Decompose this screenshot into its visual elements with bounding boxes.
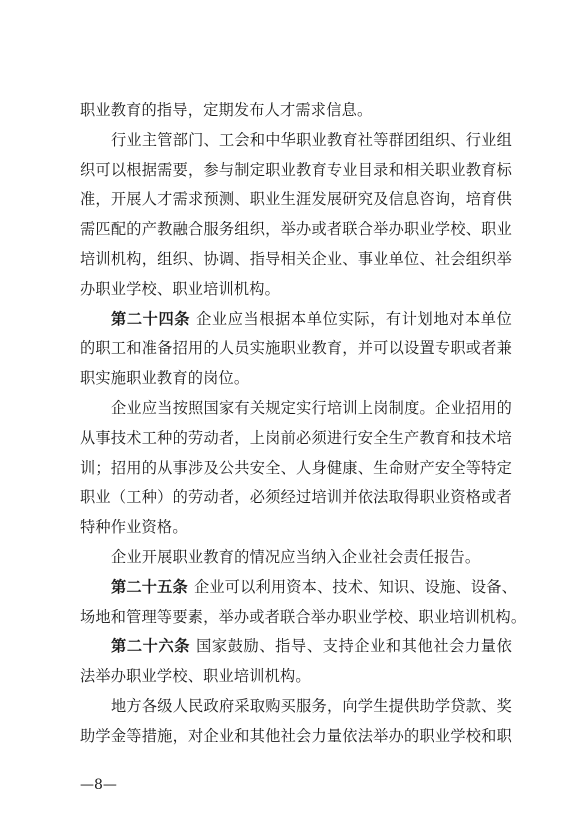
line-text: 职业教育的指导，定期发布人才需求信息。 — [80, 101, 373, 119]
line-text: 训；招用的从事涉及公共安全、人身健康、生命财产安全等特定 — [80, 458, 512, 477]
text-line — [80, 126, 512, 156]
text-line — [80, 722, 512, 752]
text-line — [80, 543, 512, 573]
text-line — [80, 215, 512, 245]
text-line — [80, 275, 512, 305]
text-line — [80, 662, 512, 692]
text-line — [80, 424, 512, 454]
text-line — [80, 603, 527, 633]
text-line — [80, 454, 512, 484]
page-number: —8— — [80, 777, 117, 793]
text-line — [80, 573, 518, 603]
text-line — [80, 334, 512, 364]
line-text: 培训机构，组织、协调、指导相关企业、事业单位、社会组织举 — [80, 249, 512, 268]
line-text: 从事技术工种的劳动者，上岗前必须进行安全生产教育和技术培 — [80, 428, 512, 447]
line-text: 场地和管理等要素，举办或者联合举办职业学校、职业培训机构。 — [80, 607, 527, 626]
line-text: 企业应当根据本单位实际，有计划地对本单位 — [196, 309, 513, 328]
line-text: 特种作业资格。 — [80, 518, 188, 537]
line-text: 的职工和准备招用的人员实施职业教育，并可以设置专职或者兼 — [80, 339, 512, 358]
line-text: 企业开展职业教育的情况应当纳入企业社会责任报告。 — [111, 547, 481, 566]
text-line — [80, 364, 512, 394]
line-text: 地方各级人民政府采取购买服务，向学生提供助学贷款、奖 — [111, 696, 512, 715]
line-text: 织可以根据需要，参与制定职业教育专业目录和相关职业教育标 — [80, 160, 512, 179]
line-text: 助学金等措施，对企业和其他社会力量依法举办的职业学校和职 — [80, 726, 512, 745]
line-text: 需匹配的产教融合服务组织，举办或者联合举办职业学校、职业 — [80, 220, 512, 239]
line-text: 企业应当按照国家有关规定实行培训上岗制度。企业招用的 — [111, 398, 512, 417]
text-line — [80, 245, 512, 275]
line-text: 准，开展人才需求预测、职业生涯发展研究及信息咨询，培育供 — [80, 190, 512, 209]
page-body — [80, 96, 527, 752]
text-line — [80, 483, 512, 513]
line-text: 职实施职业教育的岗位。 — [80, 369, 250, 388]
article-heading: 第二十四条 — [111, 309, 191, 328]
text-line — [80, 305, 512, 335]
text-line — [80, 96, 512, 126]
text-line — [80, 632, 512, 662]
text-line — [80, 513, 512, 543]
line-text: 企业可以利用资本、技术、知识、设施、设备、 — [193, 577, 518, 596]
text-line — [80, 394, 512, 424]
line-text: 职业（工种）的劳动者，必须经过培训并依法取得职业资格或者 — [80, 488, 512, 507]
text-line — [80, 185, 512, 215]
text-line — [80, 156, 512, 186]
line-text: 办职业学校、职业培训机构。 — [80, 279, 281, 298]
line-text: 法举办职业学校、职业培训机构。 — [80, 667, 311, 686]
line-text: 国家鼓励、指导、支持企业和其他社会力量依 — [196, 637, 513, 656]
text-line — [80, 692, 512, 722]
article-heading: 第二十五条 — [111, 577, 188, 596]
article-heading: 第二十六条 — [111, 637, 191, 656]
line-text: 行业主管部门、工会和中华职业教育社等群团组织、行业组 — [111, 130, 512, 149]
